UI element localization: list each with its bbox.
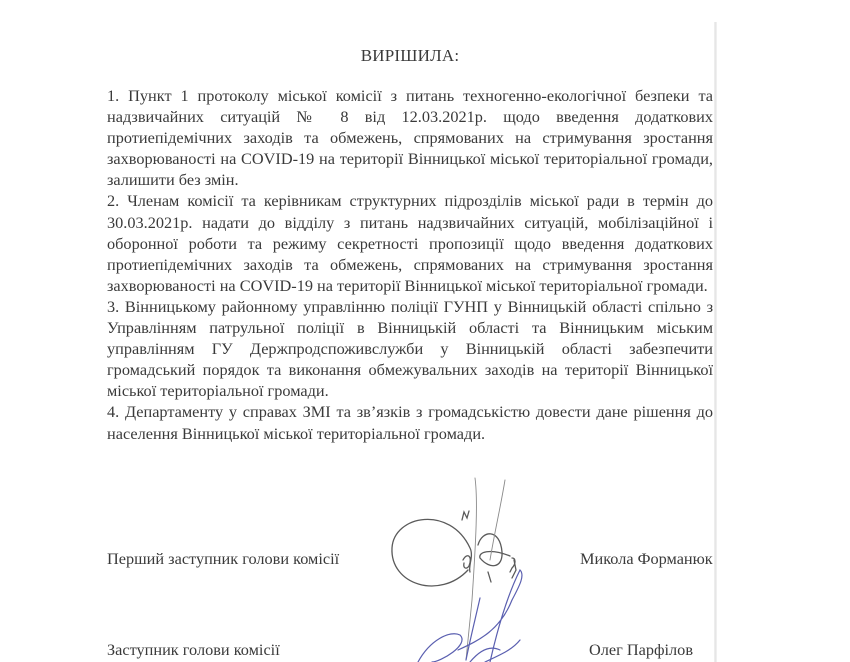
- decision-item-4: 4. Департаменту у справах ЗМІ та зв’язків з громадськістю довести дане рішення до населення Вінницької міської територіальної громади.: [107, 402, 713, 443]
- signatory-name: Микола Форманюк: [580, 549, 713, 568]
- signatory-name: Олег Парфілов: [589, 640, 694, 659]
- signature-parfilov: [418, 570, 522, 662]
- decision-heading: ВИРІШИЛА:: [360, 46, 460, 65]
- signatory-role: Перший заступник голови комісії: [107, 549, 340, 568]
- signatory-role: Заступник голови комісії: [107, 640, 280, 659]
- decision-item-1: 1. Пункт 1 протоколу міської комісії з питань техногенно-екологічної безпеки та надзвичайних ситуацій № 8 від 12.03.2021р. щодо введення додаткових протиепідемічних заходів та обмежень, спрямованих на стримування зростання захворюваності на COVID-19 на території Вінницької міської територіальної громади, залишити без змін.: [107, 86, 713, 190]
- page-edge-shadow: [714, 22, 717, 662]
- decision-body: [107, 85, 713, 444]
- signature-formaniuk: [392, 478, 516, 660]
- decision-item-2: 2. Членам комісії та керівникам структурних підрозділів міської ради в термін до 30.03.2021р. надати до відділу з питань надзвичайних ситуацій, мобілізаційної і оборонної роботи та режиму секретності пропозиції щодо введення додаткових протиепідемічних заходів та обмежень, спрямованих на стримування зростання захворюваності на COVID-19 на території Вінницької міської територіальної громади.: [107, 191, 713, 295]
- decision-item-3: 3. Вінницькому районному управлінню поліції ГУНП у Вінницькій області спільно з Управлінням патрульної поліції в Вінницькій області та Вінницьким міським управлінням ГУ Держпродспоживслужби у Вінницькій області забезпечити громадський порядок та виконання обмежувальних заходів на території Вінницької міської територіальної громади.: [107, 296, 713, 401]
